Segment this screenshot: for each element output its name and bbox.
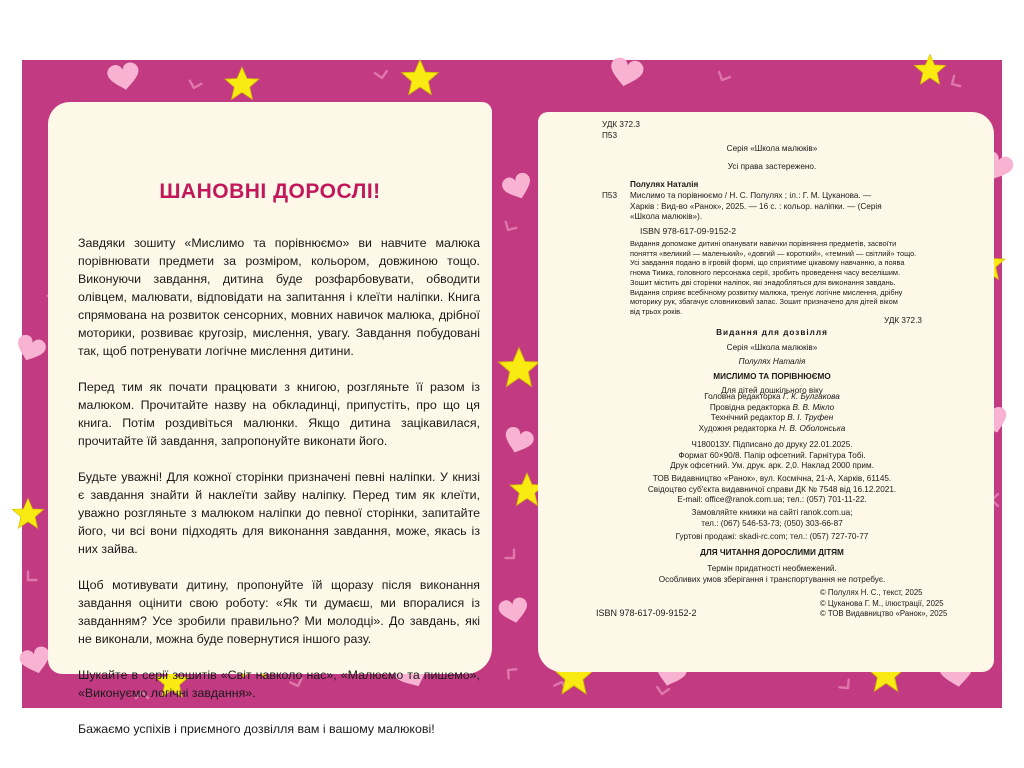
- heart-icon: [501, 425, 536, 457]
- copyright-line: © ТОВ Видавництво «Ранок», 2025: [820, 609, 948, 619]
- publisher-line: E-mail: office@ranok.com.ua; тел.: (057) 701-11-22.: [677, 495, 867, 505]
- heart-icon: [106, 61, 141, 92]
- catalog-line: Харків : Вид-во «Ранок», 2025. — 16 с. : кольор. наліпки. — (Серія: [630, 201, 882, 211]
- shelf-life: [582, 564, 962, 585]
- reading-note: ДЛЯ ЧИТАННЯ ДОРОСЛИМИ ДІТЯМ: [700, 548, 844, 557]
- udk-code-bottom: УДК 372.3: [884, 316, 922, 325]
- annotation-line: Усі завдання подано в ігровій формі, що сприятиме цікавому навчанню, а поява: [630, 258, 905, 268]
- copyright-block: [820, 588, 947, 620]
- editor-line: Технічний редактор В. І. Труфен: [710, 413, 834, 423]
- annotation-line: поняття «великий — маленький», «довгий — короткий», «темний — світлий» тощо.: [630, 248, 917, 258]
- intro-paragraph: Завдяки зошиту «Мислимо та порівнюємо» ви навчите малюка порівнювати предмети за розміром, кольором, довжиною тощо. Виконуючи завдання, дитина буде розфарбовувати, обводити олівцем, малювати, відповідати на запитання і клеїти наліпки. Книга спрямована на розвиток сенсорних, мовних навичок малюка, дрібної моторики, розвиває кругозір, мислення, увагу. Завдання побудовані так, щоб потренувати логічне мислення дитини.: [78, 236, 480, 358]
- author-mark: П53: [602, 130, 617, 140]
- catalog-line: Мислимо та порівнюємо / Н. С. Полулях ; іл.: Г. М. Цуканова. —: [630, 191, 872, 200]
- catalog-line: «Школа малюків»).: [630, 212, 703, 222]
- series-line-2: Серія «Школа малюків»: [726, 342, 818, 352]
- editor-line: Провідна редакторка В. В. Мікло: [709, 402, 835, 412]
- publisher-line: Свідоцтво суб'єкта видавничої справи ДК № 7548 від 16.12.2021.: [647, 484, 897, 494]
- copyright-line: © Полулях Н. С., текст, 2025: [820, 588, 923, 597]
- star-icon: [12, 498, 43, 528]
- editor-line: Художня редакторка Н. В. Оболонська: [698, 423, 846, 433]
- annotation: [630, 239, 930, 317]
- annotation-line: гнома Тимка, головного персонажа серії, зробить проведення часу веселішим.: [630, 268, 901, 278]
- star-icon: [914, 54, 945, 84]
- intro-paragraph: Перед тим як почати працювати з книгою, розгляньте її разом із малюком. Прочитайте назву на обкладинці, припустіть, про що ця книга. Потім роздивіться малюнки. Якщо дитина зацікавилася, прочитайте їй завдання, запропонуйте виконати його.: [78, 380, 480, 448]
- print-line: Друк офсетний. Ум. друк. арк. 2,0. Наклад 2000 прим.: [670, 461, 874, 471]
- isbn-bottom: ISBN 978-617-09-9152-2: [596, 608, 697, 618]
- intro-paragraph: Будьте уважні! Для кожної сторінки призначені певні наліпки. У книзі є завдання знайти й наклеїти зайву наліпку. Перед тим як клеїти, уважно розгляньте з малюком наліпки до певної сторінки, запитайте його, чи всі вони підходять для виконання завдання, може, якась із них зайва.: [78, 470, 480, 556]
- author-name: Полулях Наталія: [630, 180, 699, 189]
- page-title: ШАНОВНІ ДОРОСЛІ!: [159, 180, 381, 203]
- print-info: [582, 440, 962, 472]
- intro-paragraph: Щоб мотивувати дитину, пропонуйте їй щоразу після виконання завдання оцінити свою роботу: «Як ти думаєш, ми впоралися із завданням? Усе зробили правильно? Ми молодці». До завдань, які не виконали, можна буде повернутися іншого разу.: [78, 578, 480, 646]
- wholesale-line: Гуртові продажі: skadi-rc.com; тел.: (057) 727-70-77: [675, 532, 869, 541]
- udk-code: УДК 372.3: [602, 120, 640, 129]
- copyright-line: © Цуканова Г. М., ілюстрації, 2025: [820, 598, 944, 608]
- edition-type: Видання для дозвілля: [716, 328, 828, 337]
- heart-icon: [497, 596, 530, 626]
- annotation-line: Зошит містить дві сторінки наліпок, які знадобляться для виконання завдань.: [630, 277, 896, 287]
- order-line: тел.: (067) 546-53-73; (050) 303-66-87: [701, 518, 843, 528]
- shelf-line: Особливих умов зберігання і транспортування не потребує.: [658, 574, 886, 584]
- print-line: Формат 60×90/8. Папір офсетний. Гарнітура Тобі.: [678, 450, 866, 460]
- series-line: Серія «Школа малюків»: [726, 144, 818, 153]
- publisher-line: ТОВ Видавництво «Ранок», вул. Космічна, 21-А, Харків, 61145.: [652, 474, 892, 483]
- shelf-line: Термін придатності необмежений.: [707, 564, 837, 573]
- star-icon: [402, 60, 438, 95]
- author-mark-left: П53: [602, 191, 617, 200]
- edition-block: [582, 328, 962, 397]
- print-line: Ч180013У. Підписано до друку 22.01.2025.: [691, 440, 853, 449]
- isbn: ISBN 978-617-09-9152-2: [640, 226, 737, 236]
- catalog-description: [630, 191, 926, 223]
- age-line: Для дітей дошкільного віку: [721, 386, 823, 396]
- order-line: Замовляйте книжки на сайті ranok.com.ua;: [691, 508, 853, 517]
- rights-line: Усі права застережено.: [727, 162, 817, 171]
- intro-paragraph: Бажаємо успіхів і приємного дозвілля вам і вашому малюкові!: [78, 722, 435, 736]
- book-title: МИСЛИМО ТА ПОРІВНЮЄМО: [713, 371, 831, 381]
- star-icon: [225, 67, 259, 99]
- author-name-2: Полулях Наталія: [738, 357, 806, 367]
- heart-icon: [500, 171, 535, 204]
- annotation-line: Видання допоможе дитині опанувати навички порівняння предметів, засвоїти: [630, 239, 897, 248]
- intro-text: [78, 234, 480, 756]
- editors-list: [582, 392, 962, 434]
- star-icon: [499, 348, 539, 386]
- heart-icon: [13, 333, 48, 366]
- publisher-info: [582, 474, 962, 506]
- annotation-line: Видання сприяє всебічному розвитку малюка, тренує логічне мислення, дрібну: [630, 287, 903, 297]
- annotation-line: від трьох років.: [630, 306, 683, 316]
- annotation-line: моторику рук, збагачує словниковий запас. Зошит призначено для дітей віком: [630, 297, 898, 307]
- intro-paragraph: Шукайте в серії зошитів «Світ навколо нас», «Малюємо та пишемо», «Виконуємо логічні завдання».: [78, 668, 480, 700]
- book-spread: [22, 60, 1002, 736]
- order-info: [582, 508, 962, 529]
- editor-line: Головна редакторка Г. К. Булгакова: [704, 392, 840, 401]
- udk-block: [602, 120, 640, 141]
- heart-icon: [608, 56, 646, 90]
